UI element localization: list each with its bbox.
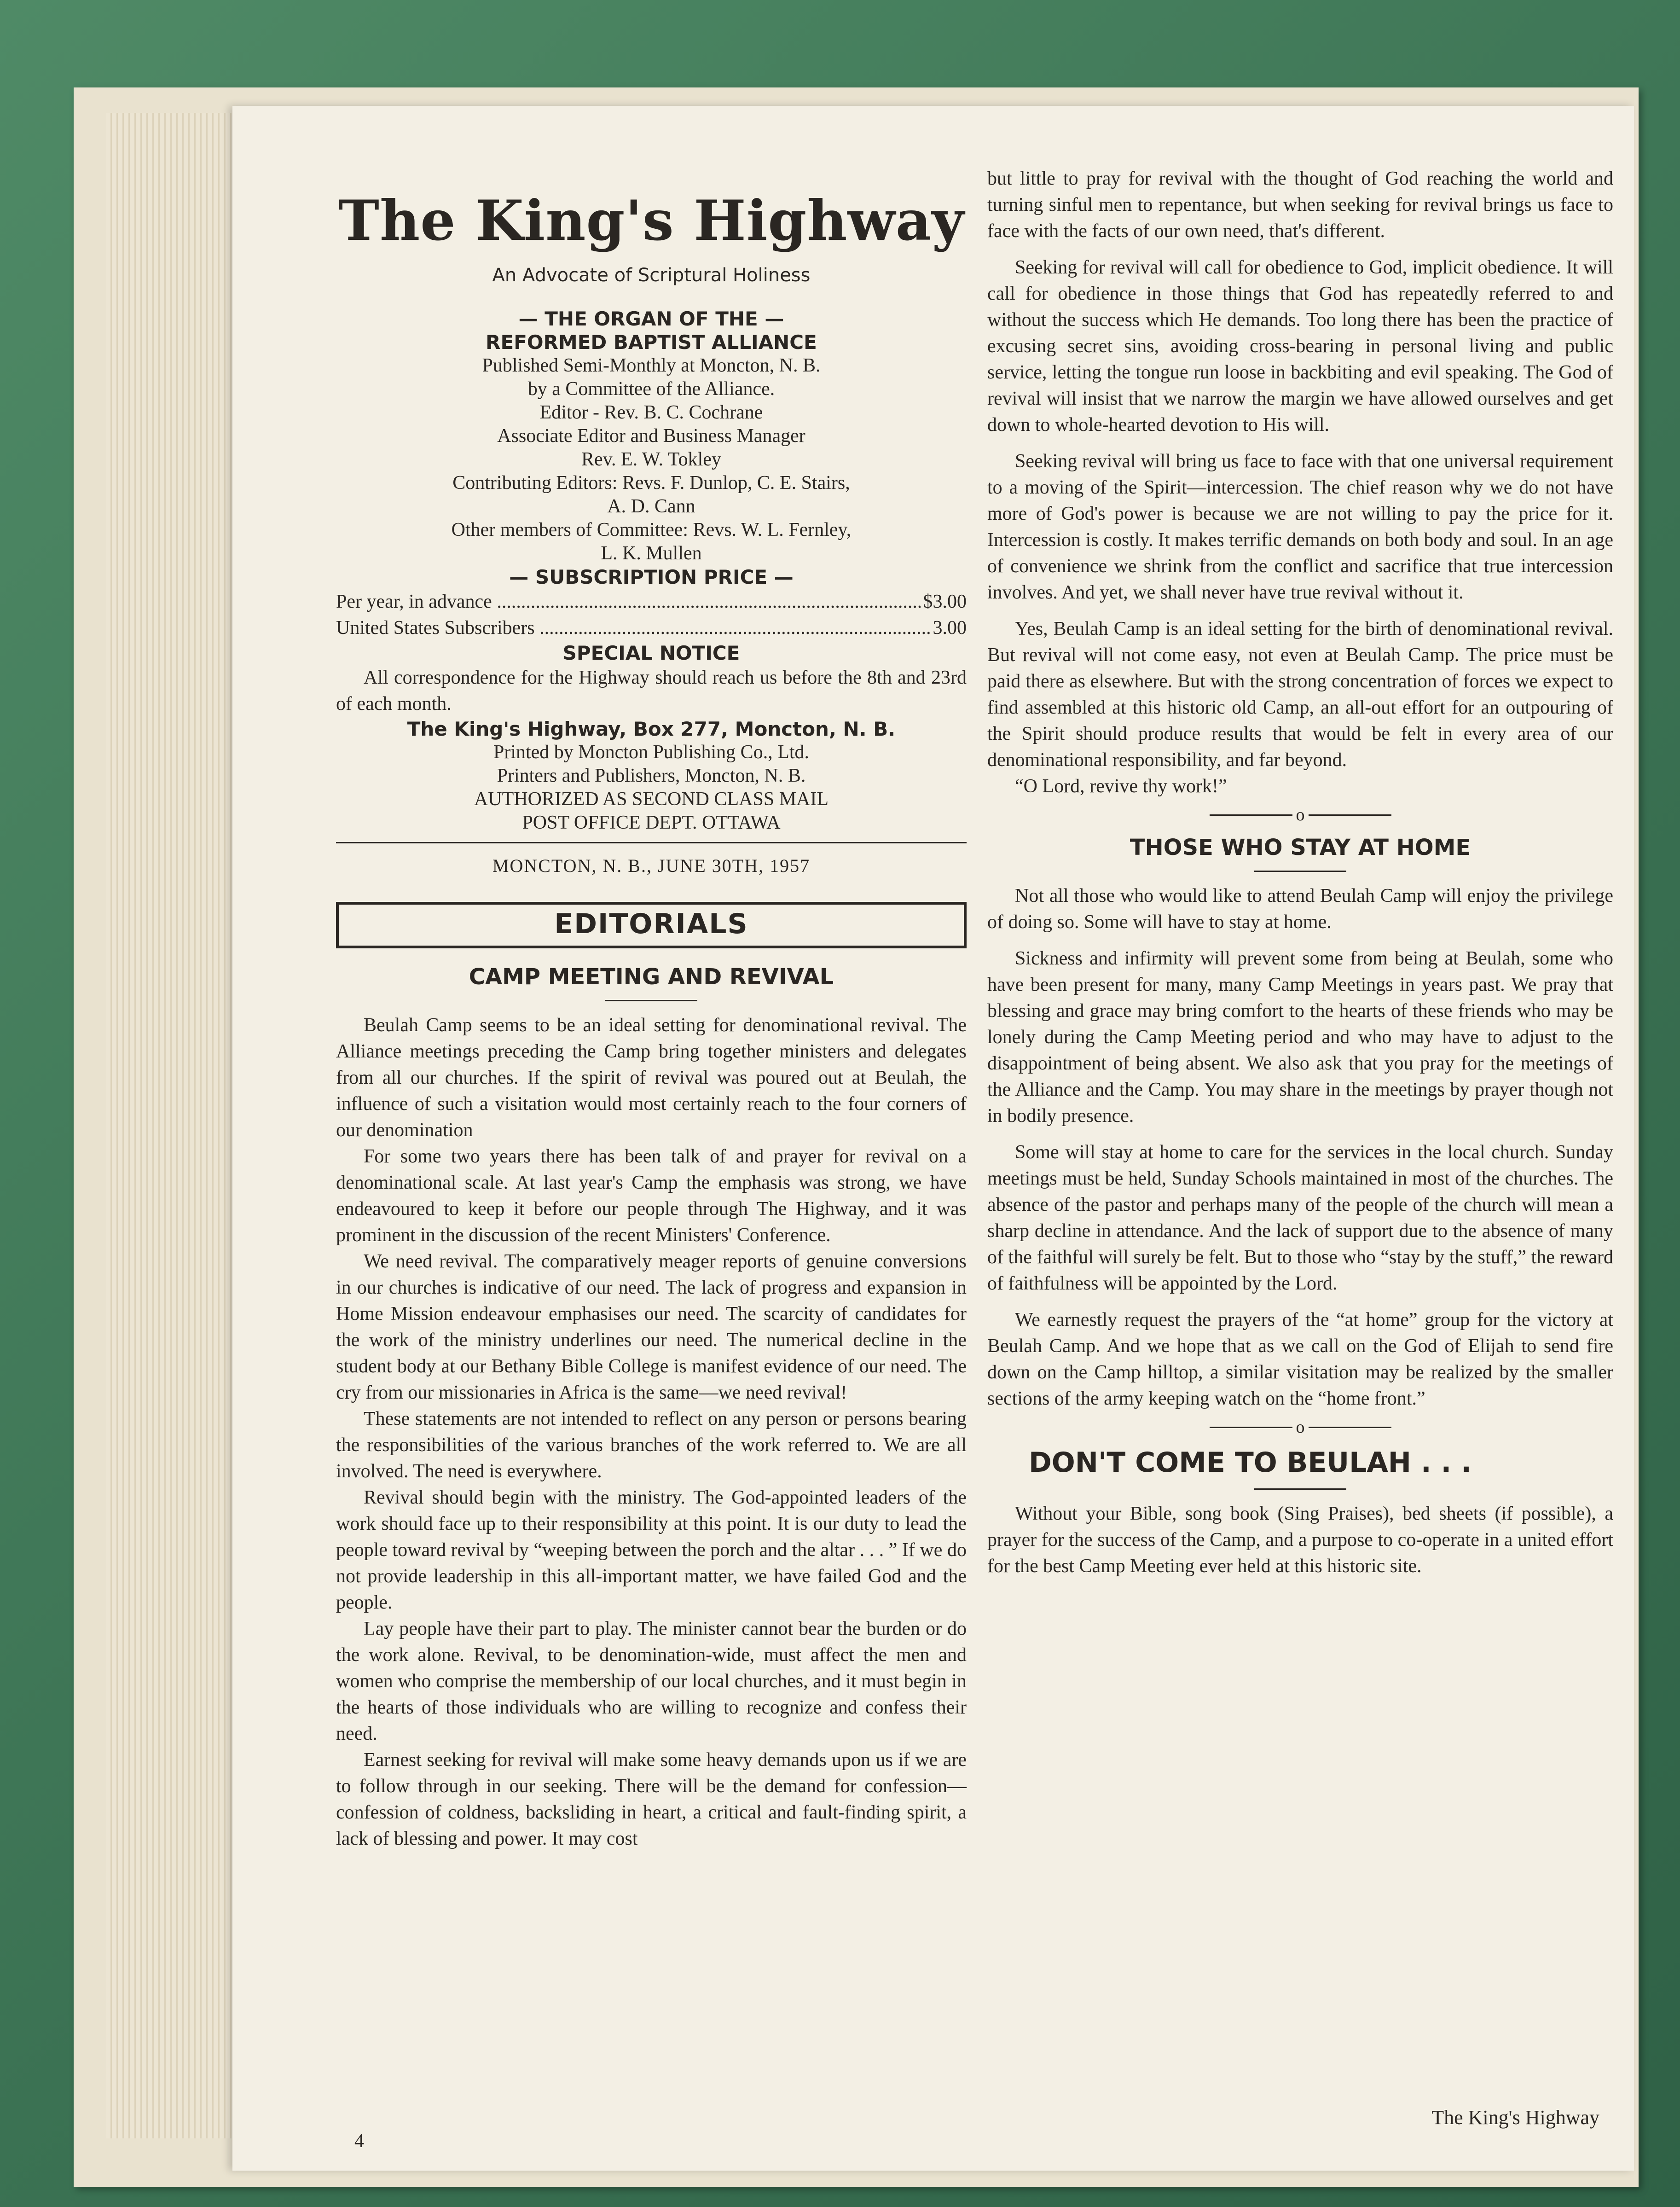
committee-line: by a Committee of the Alliance. xyxy=(527,378,775,400)
price-value: 3.00 xyxy=(933,617,967,639)
running-footer: The King's Highway xyxy=(1431,2106,1599,2129)
address-line: The King's Highway, Box 277, Moncton, N. B. xyxy=(407,718,896,740)
authorized-line-1: AUTHORIZED AS SECOND CLASS MAIL xyxy=(474,789,829,810)
other-members-1: Other members of Committee: Revs. W. L. Fernley, xyxy=(451,519,852,540)
printers-line: Printers and Publishers, Moncton, N. B. xyxy=(497,765,806,786)
paragraph: Sickness and infirmity will prevent some from being at Beulah, some who have been present for many, many Camp Meetings in years past. We pray that blessing and grace may bring comfort to the hearts of these friends who may be lonely during the Camp Meeting period and who may have to adjust to the disappointment of being absent. We also ask that you pray for the meetings of the Alliance and the Camp. You may share in the meetings by prayer though not in bodily presence. xyxy=(987,948,1613,1127)
paragraph: Yes, Beulah Camp is an ideal setting for the birth of denominational revival. But revival will not come easy, not even at Beulah Camp. The price must be paid there as elsewhere. But with the strong concentration of forces we expect to find assembled at this historic old Camp, an all-out effort for an outpouring of the Spirit should produce results that would be felt in every area of our denominational responsibility, and far beyond. xyxy=(987,618,1613,771)
contributing-editors-1: Contributing Editors: Revs. F. Dunlop, C. E. Stairs, xyxy=(452,472,850,494)
heading-underline xyxy=(1254,871,1346,872)
paragraph: Revival should begin with the ministry. The God-appointed leaders of the work should face up to their responsibility at this point. It is our duty to lead the people toward revival by “weeping between the porch and the altar . . . ” If we do not provide leadership in this all-important matter, we have failed God and the people. xyxy=(336,1487,967,1613)
heading-underline xyxy=(605,1000,697,1001)
paragraph: Seeking revival will bring us face to face with that one universal requirement to a moving of the Spirit—intercession. The chief reason why we do not have more of God's power is because we are not willing to pay the price for it. Intercession is costly. It makes terrific demands on both body and soul. In an age of convenience we shrink from the conflict and sacrifice that true intercession involves. And yet, we shall never have true revival without it. xyxy=(987,451,1613,603)
paragraph: Some will stay at home to care for the services in the local church. Sunday meetings must be held, Sunday Schools maintained in most of the churches. The absence of the pastor and perhaps many of the people of the church will mean a sharp decline in attendance. And the lack of support due to the absence of many of the faithful will surely be felt. But to those who “stay by the stuff,” the reward of faithfulness will be appointed by the Lord. xyxy=(987,1142,1613,1294)
article-heading: THOSE WHO STAY AT HOME xyxy=(1130,835,1471,860)
subscription-heading: — SUBSCRIPTION PRICE — xyxy=(509,566,794,588)
page-number: 4 xyxy=(354,2131,364,2152)
special-notice-heading: SPECIAL NOTICE xyxy=(562,642,740,664)
paragraph: We need revival. The comparatively meager reports of genuine conversions in our churches is indicative of our need. The lack of progress and expansion in Home Mission endeavour emphasises our need. The scarcity of candidates for the work of the ministry underlines our need. The numerical decline in the student body at our Bethany Bible College is manifest evidence of our need. The cry from our missionaries in Africa is the same—we need revival! xyxy=(336,1251,967,1403)
masthead-subtitle: An Advocate of Scriptural Holiness xyxy=(492,265,811,286)
other-members-2: L. K. Mullen xyxy=(601,543,702,564)
divider xyxy=(336,842,967,843)
paragraph: Not all those who would like to attend Beulah Camp will enjoy the privilege of doing so. Some will have to stay at home. xyxy=(987,885,1613,933)
page-edges xyxy=(106,113,253,2138)
price-value: $3.00 xyxy=(923,591,967,612)
price-row-per-year xyxy=(336,589,967,615)
dateline: MONCTON, N. B., JUNE 30TH, 1957 xyxy=(492,855,811,876)
authorized-line-2: POST OFFICE DEPT. OTTAWA xyxy=(522,812,781,833)
editorials-label: EDITORIALS xyxy=(336,902,967,948)
paragraph: “O Lord, revive thy work!” xyxy=(1015,776,1227,797)
published-line: Published Semi-Monthly at Moncton, N. B. xyxy=(482,355,821,376)
paragraph: Earnest seeking for revival will make some heavy demands upon us if we are to follow through in our seeking. There will be the demand for confession—confession of coldness, backsliding in heart, a critical and fault-finding spirit, a lack of blessing and power. It may cost xyxy=(336,1749,967,1849)
separator-line xyxy=(1309,1427,1391,1428)
separator-line xyxy=(1210,1427,1292,1428)
contributing-editors-2: A. D. Cann xyxy=(607,496,695,517)
paragraph: For some two years there has been talk of and prayer for revival on a denominational scale. At last year's Camp the emphasis was strong, we have endeavoured to keep it before our people through The Highway, and it was prominent in the discussion of the recent Ministers' Conference. xyxy=(336,1146,967,1246)
printed-by-line: Printed by Moncton Publishing Co., Ltd. xyxy=(493,742,810,763)
masthead xyxy=(336,189,967,879)
organ-line: — THE ORGAN OF THE — xyxy=(518,308,784,330)
paragraph: Beulah Camp seems to be an ideal setting for denominational revival. The Alliance meetings preceding the Camp bring together ministers and delegates from all our churches. If the spirit of revival was poured out at Beulah, the influence of such a visitation would most certainly reach to the four corners of our denomination xyxy=(336,1015,967,1141)
editor-line: Editor - Rev. B. C. Cochrane xyxy=(539,402,763,423)
section-separator xyxy=(987,805,1613,825)
article-heading: DON'T COME TO BEULAH . . . xyxy=(1029,1446,1472,1479)
heading-underline xyxy=(1254,1488,1346,1490)
right-column xyxy=(987,166,1613,1580)
separator-line xyxy=(1309,814,1391,816)
price-label: United States Subscribers ..... xyxy=(336,615,930,641)
price-row-us xyxy=(336,615,967,641)
notice-text: All correspondence for the Highway should reach us before the 8th and 23rd of each month. xyxy=(336,667,967,714)
price-label: Per year, in advance ..... xyxy=(336,589,921,615)
separator-line xyxy=(1210,814,1292,816)
section-separator xyxy=(987,1417,1613,1437)
left-column xyxy=(336,180,967,1852)
paragraph: Lay people have their part to play. The minister cannot bear the burden or do the work alone. Revival, to be denomination-wide, must affect the men and women who comprise the membership of our local churches, and it must begin in the hearts of those individuals who are willing to recognize and confess their need. xyxy=(336,1618,967,1744)
paragraph: Seeking for revival will call for obedience to God, implicit obedience. It will call for obedience in those things that God has repeatedly referred to and without the success which He demands. Too long there has been the practice of excusing secret sins, avoiding cross-bearing in personal living and public service, letting the tongue run loose in backbiting and evil speaking. The God of revival will insist that we narrow the margin we have allowed ourselves and get down to whole-hearted devotion to His will. xyxy=(987,257,1613,436)
separator-glyph: o xyxy=(1296,805,1305,825)
article-heading: CAMP MEETING AND REVIVAL xyxy=(469,964,834,990)
paragraph: but little to pray for revival with the thought of God reaching the world and turning sinful men to repentance, but when seeking for revival brings us face to face with the facts of our own need, that's different. xyxy=(987,168,1613,242)
paragraph: These statements are not intended to reflect on any person or persons bearing the responsibilities of the various branches of the work referred to. We are all involved. The need is everywhere. xyxy=(336,1408,967,1482)
paragraph: We earnestly request the prayers of the “at home” group for the victory at Beulah Camp. And we hope that as we call on the God of Elijah to send fire down on the Camp hilltop, a similar visitation may be realized by the smaller sections of the army keeping watch on the “home front.” xyxy=(987,1309,1613,1409)
masthead-title: The King's Highway xyxy=(338,188,965,253)
magazine-page xyxy=(232,106,1634,2171)
associate-editor-name: Rev. E. W. Tokley xyxy=(581,449,721,470)
associate-editor-title: Associate Editor and Business Manager xyxy=(497,425,805,447)
separator-glyph: o xyxy=(1296,1417,1305,1437)
paragraph: Without your Bible, song book (Sing Praises), bed sheets (if possible), a prayer for the success of the Camp, and a purpose to co-operate in a united effort for the best Camp Meeting ever held at this historic site. xyxy=(987,1503,1613,1577)
alliance-name: REFORMED BAPTIST ALLIANCE xyxy=(486,331,817,354)
